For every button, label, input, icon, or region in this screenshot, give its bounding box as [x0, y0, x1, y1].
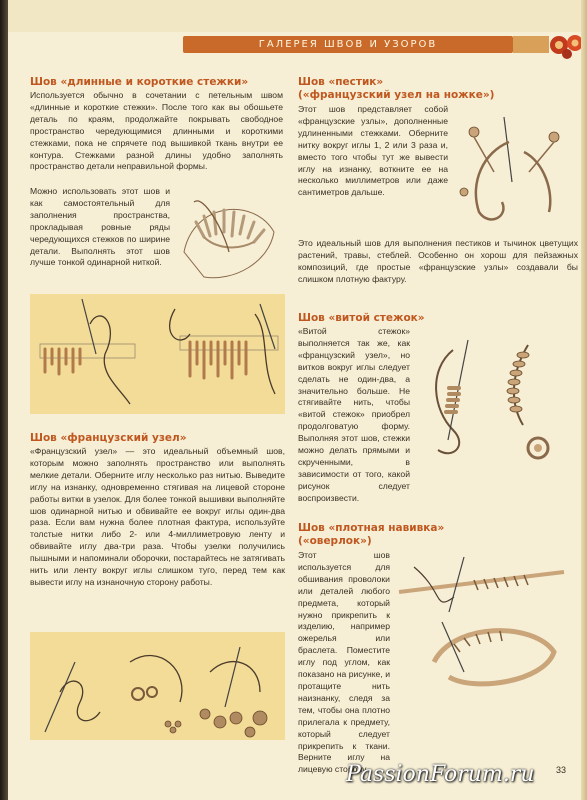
book-spine [0, 0, 8, 800]
heading-overlock-line2: («оверлок») [298, 535, 372, 547]
text-french-knot [30, 446, 285, 589]
paragraph: Используется обычно в сочетании с петельным швом «длинные и короткие стежки». После того как вы обошьете деталь по краям, продолжайте покрывать свободное пространство чередующимися длинными и короткими стежками, пока не спрячете под вышивкой ткань внутри ее контура. Стежками разной длины удобно заполнять пространство детали неправильной формы. [30, 90, 283, 172]
paragraph: Это идеальный шов для выполнения пестиков и тычинок цветущих растений, травы, стеблей. Особенно он хорош для пейзажных композиций, где простые «французские узлы» создавали бы слишком плотную фактуру. [298, 238, 578, 284]
paragraph: «Французский узел» — это идеальный объемный шов, которым можно заполнять пространство или выполнять мелкие детали. Оберните иглу несколько раз нитью. Выведите иглу на изнанку, одновременно стягивая на лицевой стороне работы витки в узелок. Для более тонкой вышивки выполняйте шов одинарной нитью и обвивайте ее вокруг иглы один-два раза. Если вам нужна более плотная фактура, используйте толстые нитки либо 2- или 4-миллиметровую ленту и обвивайте иглу два-три раза. Чтобы узелки получились пышными и напоминали оборочки, постарайтесь не затягивать нить или ленту вокруг иглы слишком туго, перед тем как вывести иглу на изнаночную сторону работы. [30, 446, 285, 587]
text-overlock [298, 550, 390, 776]
heading-pistil [298, 76, 578, 102]
text-long-short-2 [30, 186, 170, 269]
page [8, 0, 587, 800]
gallery-title: ГАЛЕРЕЯ ШВОВ И УЗОРОВ [258, 39, 438, 50]
long-short-leaf-illustration [174, 192, 286, 288]
long-short-stitch-illustration [30, 294, 285, 414]
paragraph: «Витой стежок» выполняется так же, как «французский узел», но витков вокруг иглы следует сделать не один-два, а значительно больше. Не стягивайте нить, чтобы «витой стежок» приобрел продолговатую форму. Выполняя этот шов, стежки можно делать прямыми и скрученными, в зависимости от того, какой рисунок следует воспроизвести. [298, 326, 410, 503]
text-pistil-1 [298, 104, 448, 199]
heading-pistil-line2: («французский узел на ножке») [298, 89, 495, 101]
heading-long-short: Шов «длинные и короткие стежки» [30, 76, 249, 88]
heading-pistil-line1: Шов «пестик» [298, 76, 384, 88]
heading-overlock [298, 522, 578, 548]
paragraph: Можно использовать этот шов и как самостоятельный для заполнения пространства, прокладывая ровные ряды чередующихся стежков по ширине детали. Выполнять этот шов лучше тонкой одинарной ниткой. [30, 186, 170, 268]
pistil-illustration [454, 112, 579, 232]
page-edge [581, 0, 587, 800]
french-knot-illustration [30, 632, 285, 740]
ribbon-tail [513, 36, 549, 53]
paragraph: Этот шов используется для обшивания проволоки или деталей любого предмета, который нужно прикрепить к изделию, например ожерелья или браслета. Поместите иглу под углом, как показано на рисунке, и протащите нить наизнанку, следя за тем, чтобы она плотно прилегала к предмету, который следует прикрепить к ткани. Верните иглу на лицевую сторону [298, 550, 390, 775]
text-pistil-2 [298, 238, 578, 286]
top-margin [8, 0, 587, 32]
text-twisted [298, 326, 410, 505]
heading-twisted: Шов «витой стежок» [298, 312, 425, 324]
page-number: 33 [556, 765, 567, 775]
paragraph: Этот шов представляет собой «французские узлы», дополненные удлиненными стежками. Оберните нитку вокруг иглы 1, 2 или 3 раза и, вместо того чтобы тут же вывести иглу на изнанку, воткните ее на несколько миллиметров или даже сантиметров дальше. [298, 104, 448, 198]
gallery-ribbon [183, 36, 513, 53]
watermark: PassionForum.ru [346, 762, 535, 787]
heading-overlock-line1: Шов «плотная навивка» [298, 522, 445, 534]
overlock-illustration [394, 552, 579, 700]
heading-french-knot: Шов «французский узел» [30, 432, 187, 444]
twisted-stitch-illustration [413, 330, 578, 470]
text-long-short-1 [30, 90, 283, 173]
